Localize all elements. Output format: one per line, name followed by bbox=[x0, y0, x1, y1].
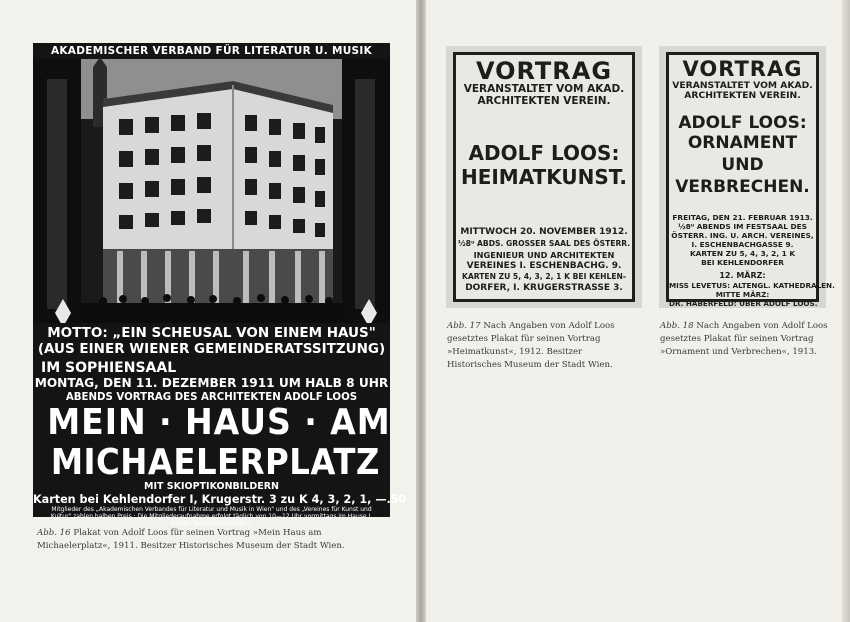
poster-header: AKADEMISCHER VERBAND FÜR LITERATUR U. MUSIK bbox=[50, 45, 373, 57]
poster-topic-line3: VERBRECHEN. bbox=[675, 177, 810, 197]
poster-border bbox=[453, 52, 635, 302]
poster-evening-line: ABENDS VORTRAG DES ARCHITEKTEN ADOLF LOOS bbox=[65, 392, 358, 403]
poster-vortrag: VORTRAG bbox=[682, 57, 803, 81]
poster-detail: MITTWOCH 20. NOVEMBER 1912. bbox=[460, 227, 628, 237]
caption-text: Nach Angaben von Adolf Loos gesetztes Plakat für seinen Vortrag »Ornament und Verbrechen«, 1913. bbox=[660, 321, 828, 357]
poster-organizer-line2: ARCHITEKTEN VEREIN. bbox=[477, 95, 611, 107]
poster-detail: BEI KEHLENDORFER bbox=[701, 258, 784, 267]
poster-detail: ½8ᵘ ABENDS IM FESTSAAL DES bbox=[677, 222, 808, 231]
poster-topic-line1: ORNAMENT bbox=[687, 133, 798, 153]
caption-text: Nach Angaben von Adolf Loos gesetztes Plakat für seinen Vortrag »Heimatkunst«, 1912. Besitzer Historisches Museum der Stadt Wien. bbox=[447, 321, 615, 370]
building-illustration bbox=[33, 59, 390, 359]
poster-title-line1: MEIN · HAUS · AM bbox=[47, 402, 391, 443]
page-edge bbox=[842, 0, 850, 622]
poster-detail: DR. HABERFELD: ÜBER ADOLF LOOS. bbox=[669, 299, 818, 308]
poster-speaker: ADOLF LOOS: bbox=[468, 141, 620, 165]
figure-number: Abb. 16 bbox=[37, 528, 71, 538]
poster-detail: KARTEN ZU 5, 4, 3, 2, 1 K BEI KEHLEN- bbox=[461, 272, 627, 281]
poster-tickets: Karten bei Kehlendorfer I, Krugerstr. 3 zu K 4, 3, 2, 1, —.50 bbox=[33, 493, 407, 506]
poster-detail: 12. MÄRZ: bbox=[719, 271, 766, 280]
poster-detail: I. ESCHENBACHGASSE 9. bbox=[691, 240, 794, 249]
poster-speaker: ADOLF LOOS: bbox=[678, 113, 807, 133]
poster-detail: ½8ᵘ ABDS. GROSSER SAAL DES ÖSTERR. bbox=[457, 239, 631, 248]
figure-caption-17 bbox=[447, 320, 639, 372]
poster-vortrag: VORTRAG bbox=[475, 57, 613, 85]
poster-detail: MITTE MÄRZ: bbox=[715, 290, 770, 299]
caption-text: Plakat von Adolf Loos für seinen Vortrag »Mein Haus am Michaelerplatz«, 1911. Besitzer Historisches Museum der Stadt Wien. bbox=[37, 528, 345, 551]
figure-caption-18 bbox=[660, 320, 830, 359]
figure-number: Abb. 18 bbox=[660, 321, 694, 331]
poster-topic-line2: UND bbox=[721, 155, 764, 175]
poster-title-line2: MICHAELERPLATZ bbox=[50, 442, 380, 483]
poster-fine-print: Mitglieder des „Akademischen Verbandes für Literatur und Musik in Wien" und des „Vereines für Kunst und Kultur" zahlen halben Preis · Die Mitgliederaufnahme erfolgt täglich von 10—12 Uhr vormittags im Hause I. Bezirk, Reichsratsstrasse 7 bbox=[50, 506, 373, 527]
poster-skioptikon: MIT SKIOPTIKONBILDERN bbox=[144, 481, 279, 492]
poster-detail: ÖSTERR. ING. U. ARCH. VEREINES, bbox=[671, 231, 814, 240]
poster-border bbox=[666, 52, 835, 308]
poster-detail: DORFER, I. KRUGERSTRASSE 3. bbox=[465, 283, 623, 293]
book-gutter bbox=[416, 0, 426, 622]
poster-detail: FREITAG, DEN 21. FEBRUAR 1913. bbox=[672, 213, 813, 222]
poster-organizer-line1: VERANSTALTET VOM AKAD. bbox=[672, 80, 813, 91]
figure-number: Abb. 17 bbox=[447, 321, 481, 331]
poster-date: MONTAG, DEN 11. DEZEMBER 1911 UM HALB 8 UHR bbox=[34, 376, 389, 390]
poster-topic: HEIMATKUNST. bbox=[460, 165, 628, 189]
poster-detail: VEREINES I. ESCHENBACHG. 9. bbox=[466, 261, 622, 271]
figure-caption-16 bbox=[37, 527, 389, 553]
poster-ornament-und-verbrechen bbox=[659, 46, 835, 308]
poster-organizer-line2: ARCHITEKTEN VEREIN. bbox=[684, 90, 801, 101]
poster-motto: MOTTO: „EIN SCHEUSAL VON EINEM HAUS" bbox=[47, 325, 376, 341]
poster-organizer-line1: VERANSTALTET VOM AKAD. bbox=[463, 83, 625, 95]
poster-subtitle: (AUS EINER WIENER GEMEINDERATSSITZUNG) bbox=[37, 341, 386, 357]
poster-mein-haus-am-michaelerplatz bbox=[33, 43, 407, 527]
poster-detail: INGENIEUR UND ARCHITEKTEN bbox=[473, 250, 615, 260]
poster-venue: IM SOPHIENSAAL bbox=[41, 360, 177, 376]
poster-detail: KARTEN ZU 5, 4, 3, 2, 1 K bbox=[689, 249, 796, 258]
poster-detail: MISS LEVETUS: ALTENGL. KATHEDRALEN. bbox=[669, 281, 835, 290]
poster-heimatkunst bbox=[446, 46, 642, 308]
